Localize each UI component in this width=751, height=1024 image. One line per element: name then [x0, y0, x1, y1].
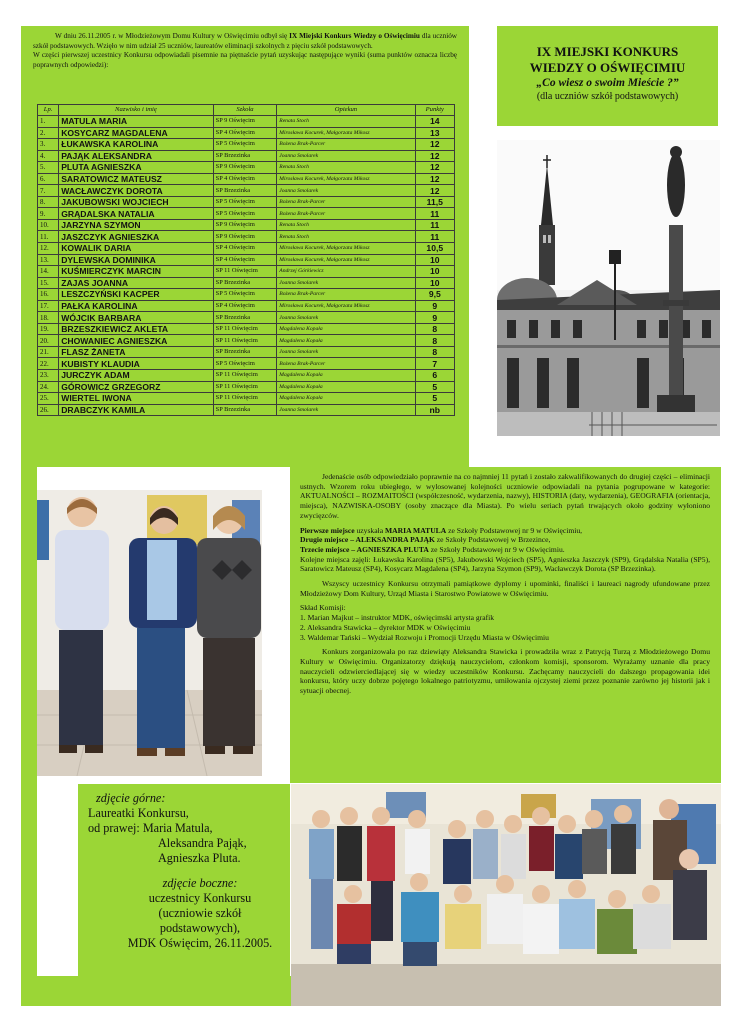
school: SP 4 Oświęcim — [213, 300, 277, 312]
points: 8 — [415, 323, 454, 335]
results-body — [38, 116, 455, 416]
caption-line-4: Agnieszka Pluta. — [158, 851, 241, 865]
table-row — [38, 196, 455, 208]
first-place-name: MARIA MATULA — [384, 525, 447, 535]
table-row — [38, 335, 455, 347]
intro-p1-c: dla uczniów szkół podstawowych. Wzięło w nim udział 25 uczniów, laureatów eliminacji szkolnych z pięciu szkół podstawowych. — [33, 32, 457, 50]
participant-name: SARATOWICZ MATEUSZ — [59, 173, 213, 185]
first-place-text-a: uzyskała — [354, 525, 385, 535]
tutor: Joanna Smolarek — [277, 312, 415, 324]
points: 12 — [415, 185, 454, 197]
participant-name: KOWALIK DARIA — [59, 243, 213, 255]
school: SP 4 Oświęcim — [213, 254, 277, 266]
school: SP Brzezinka — [213, 346, 277, 358]
row-number: 11. — [38, 231, 59, 243]
third-place-label: Trzecie miejsce — [300, 544, 350, 554]
table-row — [38, 219, 455, 231]
table-row — [38, 370, 455, 382]
participant-name: FLASZ ŻANETA — [59, 346, 213, 358]
laureates-illustration — [37, 490, 262, 776]
school: SP 5 Oświęcim — [213, 289, 277, 301]
tutor: Mirosława Kocurek, Małgorzata Mikosz — [277, 254, 415, 266]
school: SP Brzezinka — [213, 185, 277, 197]
summary-p3: Wszyscy uczestnicy Konkursu otrzymali pamiątkowe dyplomy i upominki, finaliści i laureaci nagrody ufundowane przez Młodzieżowy Dom Kultury, Urząd Miasta i Starostwo Powiatowe w Oświęcimiu. — [300, 579, 710, 598]
second-place-name: – ALEKSANDRA PAJĄK — [348, 535, 435, 545]
tutor: Magdalena Kopała — [277, 335, 415, 347]
jury-title: Skład Komisji: — [300, 603, 346, 613]
left-green-strip — [21, 467, 37, 780]
tutor: Magdalena Kopała — [277, 393, 415, 405]
title-line-1: IX MIEJSKI KONKURS — [536, 44, 679, 59]
points: 6 — [415, 370, 454, 382]
row-number: 7. — [38, 185, 59, 197]
points: 11,5 — [415, 196, 454, 208]
participant-name: JAKUBOWSKI WOJCIECH — [59, 196, 213, 208]
participant-name: KOSYCARZ MAGDALENA — [59, 127, 213, 139]
row-number: 12. — [38, 243, 59, 255]
points: 10 — [415, 254, 454, 266]
participant-name: PAJĄK ALEKSANDRA — [59, 150, 213, 162]
col-header-lp: Lp. — [38, 105, 59, 116]
caption-box — [78, 784, 290, 976]
points: 5 — [415, 381, 454, 393]
points: 7 — [415, 358, 454, 370]
row-number: 5. — [38, 162, 59, 174]
third-place-text: ze Szkoły Podstawowej nr 9 w Oświęcimiu. — [428, 544, 565, 554]
tutor: Bożena Brak-Parcer — [277, 208, 415, 220]
tutor: Bożena Brak-Parcer — [277, 139, 415, 151]
tutor: Bożena Brak-Parcer — [277, 358, 415, 370]
caption-line-2: od prawej: Maria Matula, — [88, 821, 213, 835]
laureates-photo — [37, 490, 262, 776]
tutor: Mirosława Kocurek, Małgorzata Mikosz — [277, 300, 415, 312]
tutor: Mirosława Kocurek, Małgorzata Mikosz — [277, 173, 415, 185]
table-row — [38, 323, 455, 335]
title-line-4: (dla uczniów szkół podstawowych) — [536, 91, 679, 102]
table-row — [38, 346, 455, 358]
title-box — [497, 26, 718, 126]
participant-name: DRABCZYK KAMILA — [59, 404, 213, 416]
school: SP 9 Oświęcim — [213, 116, 277, 128]
tutor: Renata Stoch — [277, 116, 415, 128]
row-number: 22. — [38, 358, 59, 370]
participant-name: PAŁKA KAROLINA — [59, 300, 213, 312]
tutor: Andrzej Górkiewicz — [277, 266, 415, 278]
tutor: Joanna Smolarek — [277, 404, 415, 416]
participant-name: ZAJAS JOANNA — [59, 277, 213, 289]
summary-p4: Konkurs zorganizowała po raz dziewiąty Aleksandra Stawicka i prowadziła wraz z Patrycją Turzą z Młodzieżowego Domu Kultury w Oświęcimiu. Organizatorzy dziękują nauczycielom, członkom komisji, sponsorom. Wyrażamy uznanie dla pracy nauczycieli odzwierciedlającej się w wiedzy uczestników Konkursu. Zachęcamy nauczycieli do dalszego propagowania idei konkursu, który uczy dobrze pojętego lokalnego patriotyzmu, umiłowania ojczystej ziemi przez poznanie zarówno jej historii jak i sytuacji obecnej. — [300, 647, 710, 696]
row-number: 15. — [38, 277, 59, 289]
points: 11 — [415, 231, 454, 243]
row-number: 25. — [38, 393, 59, 405]
jury-member-1: 1. Marian Majkut – instruktor MDK, oświęcimski artysta grafik — [300, 613, 495, 623]
school: SP 11 Oświęcim — [213, 335, 277, 347]
participant-name: JURCZYK ADAM — [59, 370, 213, 382]
school: SP 11 Oświęcim — [213, 370, 277, 382]
col-header-school: Szkoła — [213, 105, 277, 116]
col-header-points: Punkty — [415, 105, 454, 116]
table-row — [38, 185, 455, 197]
col-header-tutor: Opiekun — [277, 105, 415, 116]
points: 9,5 — [415, 289, 454, 301]
row-number: 16. — [38, 289, 59, 301]
row-number: 4. — [38, 150, 59, 162]
tutor: Magdalena Kopała — [277, 381, 415, 393]
summary-p1: Jedenaście osób odpowiedziało poprawnie na co najmniej 11 pytań i zostało zakwalifikowanych do drugiej części – eliminacji ustnych. Wzorem roku ubiegłego, w wylosowanej kolejności uczniowie odpowiadali na pytania pogrupowane w kategorie: AKTUALNOŚCI – ROZMAITOŚCI (współczesność, wydarzenia, nazwy), HISTORIA (daty, wydarzenia), GEOGRAFIA (orientacja, miejsca), NAZWISKA-OSOBY (osoby znaczące dla Miasta). Po wielu seriach pytań trwających około godziny wyłoniono zwycięzców. — [300, 472, 710, 520]
row-number: 17. — [38, 300, 59, 312]
table-row — [38, 277, 455, 289]
intro-text — [33, 32, 457, 70]
table-row — [38, 266, 455, 278]
school: SP 11 Oświęcim — [213, 381, 277, 393]
row-number: 10. — [38, 219, 59, 231]
intro-contest-name: IX Miejski Konkurs Wiedzy o Oświęcimiu — [289, 32, 420, 40]
school: SP 11 Oświęcim — [213, 393, 277, 405]
points: 5 — [415, 393, 454, 405]
table-row — [38, 312, 455, 324]
participants-group-photo — [291, 784, 721, 1006]
table-header-row — [38, 105, 455, 116]
tutor: Joanna Smolarek — [277, 185, 415, 197]
row-number: 23. — [38, 370, 59, 382]
row-number: 24. — [38, 381, 59, 393]
participant-name: JASZCZYK AGNIESZKA — [59, 231, 213, 243]
table-row — [38, 231, 455, 243]
points: 10 — [415, 266, 454, 278]
table-row — [38, 289, 455, 301]
table-row — [38, 162, 455, 174]
bottom-green-strip — [21, 976, 291, 1006]
row-number: 6. — [38, 173, 59, 185]
participant-name: WACŁAWCZYK DOROTA — [59, 185, 213, 197]
participant-name: DYLEWSKA DOMINIKA — [59, 254, 213, 266]
school: SP 9 Oświęcim — [213, 162, 277, 174]
row-number: 3. — [38, 139, 59, 151]
points: 8 — [415, 335, 454, 347]
participant-name: BRZESZKIEWICZ AKLETA — [59, 323, 213, 335]
school: SP 5 Oświęcim — [213, 196, 277, 208]
school: SP 11 Oświęcim — [213, 323, 277, 335]
participant-name: CHOWANIEC AGNIESZKA — [59, 335, 213, 347]
caption-top-label: zdjęcie górne: — [96, 791, 166, 805]
winner-second — [300, 535, 710, 545]
participant-name: PLUTA AGNIESZKA — [59, 162, 213, 174]
jury-member-2: 2. Aleksandra Stawicka – dyrektor MDK w Oświęcimiu — [300, 622, 471, 632]
school: SP 5 Oświęcim — [213, 358, 277, 370]
tutor: Renata Stoch — [277, 162, 415, 174]
school: SP Brzezinka — [213, 312, 277, 324]
row-number: 2. — [38, 127, 59, 139]
title-line-2: WIEDZY O OŚWIĘCIMIU — [529, 60, 686, 75]
tutor: Bożena Brak-Parcer — [277, 196, 415, 208]
caption-line-6: (uczniowie szkół podstawowych), — [158, 906, 242, 935]
tutor: Magdalena Kopała — [277, 323, 415, 335]
participant-name: GRĄDALSKA NATALIA — [59, 208, 213, 220]
second-place-text: ze Szkoły Podstawowej w Brzezince, — [434, 535, 551, 545]
participant-name: KUŚMIERCZYK MARCIN — [59, 266, 213, 278]
points: 12 — [415, 150, 454, 162]
school: SP 4 Oświęcim — [213, 127, 277, 139]
participant-name: LESZCZYŃSKI KACPER — [59, 289, 213, 301]
tutor: Bożena Brak-Parcer — [277, 289, 415, 301]
row-number: 20. — [38, 335, 59, 347]
participant-name: KUBISTY KLAUDIA — [59, 358, 213, 370]
summary-panel — [290, 467, 721, 783]
group-illustration — [291, 784, 721, 1006]
tutor: Renata Stoch — [277, 219, 415, 231]
caption-line-7: MDK Oświęcim, 26.11.2005. — [127, 936, 273, 950]
summary-next-places: Kolejne miejsca zajęli: Łukawska Karolina (SP5), Jakubowski Wojciech (SP5), Agnieszka Jaszczyk (SP9), Grądalska Natalia (SP5), Saratowicz Mateusz (SP4), Kosycarz Magdalena (SP4), Jarzyna Szymon (SP9), Wacławczyk Dorota (SP Brzezinka). — [300, 554, 710, 574]
table-row — [38, 139, 455, 151]
school: SP Brzezinka — [213, 150, 277, 162]
points: 14 — [415, 116, 454, 128]
school: SP 9 Oświęcim — [213, 231, 277, 243]
bottom-left-strip — [21, 776, 37, 1006]
table-row — [38, 243, 455, 255]
school: SP 5 Oświęcim — [213, 208, 277, 220]
table-row — [38, 381, 455, 393]
first-place-text-b: ze Szkoły Podstawowej nr 9 w Oświęcimiu, — [446, 525, 583, 535]
school: SP Brzezinka — [213, 404, 277, 416]
intro-p2: W części pierwszej uczestnicy Konkursu odpowiadali pisemnie na piętnaście pytań uzyskując następujące wyniki (suma punktów oznacza liczbę poprawnych odpowiedzi): — [33, 51, 457, 69]
summary-text — [300, 472, 710, 701]
winner-first — [300, 526, 710, 536]
tutor: Joanna Smolarek — [277, 277, 415, 289]
table-row — [38, 254, 455, 266]
points: 11 — [415, 208, 454, 220]
school: SP 5 Oświęcim — [213, 139, 277, 151]
table-row — [38, 393, 455, 405]
second-place-label: Drugie miejsce — [300, 535, 349, 545]
points: 8 — [415, 346, 454, 358]
points: nb — [415, 404, 454, 416]
school: SP Brzezinka — [213, 277, 277, 289]
row-number: 26. — [38, 404, 59, 416]
tutor: Mirosława Kocurek, Małgorzata Mikosz — [277, 127, 415, 139]
table-row — [38, 173, 455, 185]
row-number: 18. — [38, 312, 59, 324]
results-table — [37, 104, 455, 416]
points: 13 — [415, 127, 454, 139]
points: 10 — [415, 277, 454, 289]
town-square-illustration — [497, 140, 720, 436]
first-place-label: Pierwsze miejsce — [300, 525, 355, 535]
caption-line-3: Aleksandra Pająk, — [158, 836, 247, 850]
table-row — [38, 127, 455, 139]
points: 10,5 — [415, 243, 454, 255]
tutor: Joanna Smolarek — [277, 346, 415, 358]
caption-line-1: Laureatki Konkursu, — [88, 806, 189, 820]
table-row — [38, 116, 455, 128]
participant-name: WIERTEL IWONA — [59, 393, 213, 405]
caption-side-label: zdjęcie boczne: — [162, 876, 238, 890]
col-header-name: Nazwisko i imię — [59, 105, 213, 116]
table-row — [38, 150, 455, 162]
school: SP 11 Oświęcim — [213, 266, 277, 278]
participant-name: WÓJCIK BARBARA — [59, 312, 213, 324]
points: 11 — [415, 219, 454, 231]
row-number: 14. — [38, 266, 59, 278]
row-number: 19. — [38, 323, 59, 335]
tutor: Renata Stoch — [277, 231, 415, 243]
third-place-name: – AGNIESZKA PLUTA — [349, 544, 429, 554]
points: 9 — [415, 312, 454, 324]
winner-third — [300, 545, 710, 555]
points: 12 — [415, 162, 454, 174]
row-number: 21. — [38, 346, 59, 358]
participant-name: GÓROWICZ GRZEGORZ — [59, 381, 213, 393]
school: SP 4 Oświęcim — [213, 243, 277, 255]
row-number: 8. — [38, 196, 59, 208]
participant-name: ŁUKAWSKA KAROLINA — [59, 139, 213, 151]
row-number: 13. — [38, 254, 59, 266]
points: 9 — [415, 300, 454, 312]
title-line-3: „Co wiesz o swoim Mieście ?” — [536, 77, 679, 89]
school: SP 4 Oświęcim — [213, 173, 277, 185]
row-number: 9. — [38, 208, 59, 220]
caption-text — [88, 791, 282, 951]
points: 12 — [415, 173, 454, 185]
intro-p1-a: W dniu 26.11.2005 r. w Młodzieżowym Domu Kultury w Oświęcimiu odbył się — [55, 32, 290, 40]
table-row — [38, 208, 455, 220]
table-row — [38, 300, 455, 312]
table-row — [38, 358, 455, 370]
town-square-photo — [497, 140, 720, 436]
participant-name: JARZYNA SZYMON — [59, 219, 213, 231]
caption-line-5: uczestnicy Konkursu — [148, 891, 252, 905]
participant-name: MATULA MARIA — [59, 116, 213, 128]
tutor: Mirosława Kocurek, Małgorzata Mikosz — [277, 243, 415, 255]
row-number: 1. — [38, 116, 59, 128]
tutor: Joanna Smolarek — [277, 150, 415, 162]
jury-member-3: 3. Waldemar Tański – Wydział Rozwoju i Promocji Urzędu Miasta w Oświęcimiu — [300, 632, 549, 642]
tutor: Magdalena Kopała — [277, 370, 415, 382]
points: 12 — [415, 139, 454, 151]
table-row — [38, 404, 455, 416]
school: SP 9 Oświęcim — [213, 219, 277, 231]
